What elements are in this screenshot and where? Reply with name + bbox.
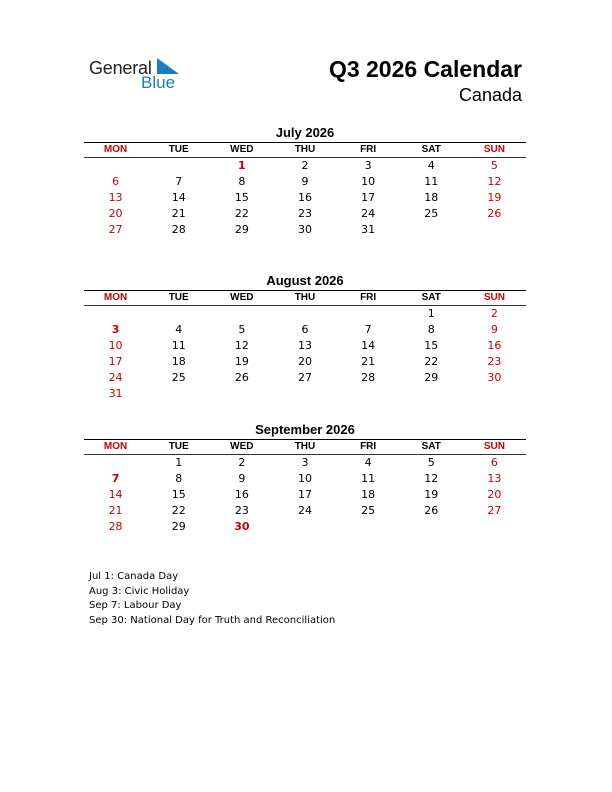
month-title: August 2026 [266,273,344,288]
weekday-header: FRI [360,292,377,303]
day-cell: 28 [108,520,123,533]
month-title: July 2026 [275,125,335,140]
day-cell: 14 [361,339,376,352]
month-july [84,124,526,238]
day-cell: 14 [171,191,186,204]
day-cell [337,386,400,402]
day-cell: 18 [424,191,439,204]
day-cell [210,386,273,402]
weekday-header: TUE [168,441,189,452]
month-september [84,421,526,535]
day-cell [463,386,526,402]
day-cell: 12 [487,175,502,188]
day-cell: 10 [108,339,123,352]
weekday-header: SUN [483,144,505,155]
day-cell: 24 [297,504,312,517]
day-cell: 8 [175,472,183,485]
weekday-header: MON [103,144,128,155]
day-cell: 16 [234,488,249,501]
day-cell: 7 [111,472,120,485]
day-cell: 3 [364,159,372,172]
day-cell: 17 [361,191,376,204]
day-cell: 22 [171,504,186,517]
day-cell: 2 [490,307,498,320]
week-row [84,370,526,386]
weekday-header: WED [230,292,254,303]
day-cell: 29 [171,520,186,533]
week-row [84,158,526,174]
day-cell: 3 [301,456,309,469]
day-cell: 17 [297,488,312,501]
day-cell: 28 [171,223,186,236]
week-row [84,354,526,370]
day-cell: 22 [424,355,439,368]
day-cell: 24 [361,207,376,220]
day-cell: 1 [427,307,435,320]
weekday-header: WED [230,441,254,452]
day-cell: 18 [171,355,186,368]
holiday-note: Jul 1: Canada Day [89,571,179,582]
day-cell: 15 [234,191,249,204]
day-cell [337,519,400,535]
day-cell: 13 [297,339,312,352]
day-cell: 12 [424,472,439,485]
day-cell: 15 [171,488,186,501]
day-cell: 6 [112,175,120,188]
day-cell: 23 [487,355,502,368]
day-cell: 5 [238,323,246,336]
day-cell [400,222,463,238]
week-row [84,338,526,354]
day-cell: 17 [108,355,123,368]
week-row [84,503,526,519]
week-row [84,190,526,206]
day-cell: 25 [361,504,376,517]
day-cell: 9 [238,472,246,485]
day-grid [84,455,526,535]
day-cell: 26 [487,207,502,220]
holiday-note: Sep 7: Labour Day [89,600,182,611]
day-cell: 6 [301,323,309,336]
week-row [84,306,526,322]
day-cell: 29 [234,223,249,236]
day-cell: 27 [108,223,123,236]
day-cell: 16 [297,191,312,204]
day-cell: 23 [297,207,312,220]
country-subtitle: Canada [458,85,522,105]
day-cell: 10 [361,175,376,188]
weekday-header: SUN [483,441,505,452]
day-cell: 15 [424,339,439,352]
day-cell: 1 [238,159,246,172]
day-cell [147,158,210,174]
day-cell: 7 [175,175,183,188]
day-cell [273,306,336,322]
logo-triangle-icon [157,58,179,74]
day-cell: 14 [108,488,123,501]
day-cell: 25 [171,371,186,384]
day-cell: 1 [175,456,183,469]
week-row [84,386,526,402]
day-cell: 26 [234,371,249,384]
day-cell: 16 [487,339,502,352]
day-cell [84,455,147,471]
day-cell: 21 [361,355,376,368]
day-cell: 27 [487,504,502,517]
day-cell [400,386,463,402]
week-row [84,519,526,535]
weekday-header: TUE [168,292,189,303]
day-cell [463,519,526,535]
day-cell [84,158,147,174]
day-cell: 3 [111,323,120,336]
day-cell [84,306,147,322]
day-cell: 31 [108,387,123,400]
week-row [84,487,526,503]
day-cell: 4 [427,159,435,172]
weekday-header: SAT [421,144,441,155]
week-row [84,471,526,487]
day-cell: 5 [490,159,498,172]
day-cell: 8 [238,175,246,188]
day-cell: 30 [487,371,502,384]
weekday-header: TUE [168,144,189,155]
holiday-note: Aug 3: Civic Holiday [89,585,190,597]
month-august [84,272,526,402]
day-cell: 19 [424,488,439,501]
weekday-header-row [84,143,526,157]
day-cell: 9 [301,175,309,188]
day-cell: 21 [171,207,186,220]
day-cell: 12 [234,339,249,352]
day-cell: 20 [487,488,502,501]
day-cell: 2 [301,159,309,172]
day-cell [273,386,336,402]
day-cell: 28 [361,371,376,384]
month-title: September 2026 [255,422,355,437]
weekday-header: THU [294,441,316,452]
day-cell [147,386,210,402]
day-cell: 19 [234,355,249,368]
day-cell: 13 [108,191,123,204]
day-cell: 25 [424,207,439,220]
day-cell: 9 [490,323,498,336]
day-cell: 6 [490,456,498,469]
week-row [84,455,526,471]
page-title: Q3 2026 Calendar [328,56,522,82]
week-row [84,322,526,338]
day-cell [210,306,273,322]
day-cell: 21 [108,504,123,517]
weekday-header: THU [294,144,316,155]
day-cell [337,306,400,322]
day-cell: 8 [427,323,435,336]
generalblue-logo [89,56,189,96]
day-cell [273,519,336,535]
weekday-header-row [84,291,526,305]
day-cell: 23 [234,504,249,517]
day-cell: 11 [424,175,439,188]
holiday-notes [89,570,335,628]
holiday-note: Sep 30: National Day for Truth and Reconciliation [89,614,336,626]
day-cell [400,519,463,535]
day-grid [84,158,526,238]
weekday-header: SUN [483,292,505,303]
logo-text-general: General [89,58,152,78]
day-cell [463,222,526,238]
weekday-header: MON [103,441,128,452]
day-cell: 19 [487,191,502,204]
day-cell: 30 [297,223,312,236]
day-cell: 7 [364,323,372,336]
weekday-header-row [84,440,526,454]
day-cell: 26 [424,504,439,517]
weekday-header: SAT [421,292,441,303]
day-cell: 13 [487,472,502,485]
day-cell: 5 [427,456,435,469]
day-cell: 31 [361,223,376,236]
day-cell: 29 [424,371,439,384]
weekday-header: MON [103,292,128,303]
day-cell: 24 [108,371,123,384]
day-cell: 11 [361,472,376,485]
day-cell: 4 [175,323,183,336]
day-cell: 27 [297,371,312,384]
logo-text-blue: Blue [141,73,176,92]
day-cell: 20 [108,207,123,220]
week-row [84,174,526,190]
day-cell: 2 [238,456,246,469]
day-cell: 22 [234,207,249,220]
weekday-header: THU [294,292,316,303]
day-grid [84,306,526,402]
day-cell: 18 [361,488,376,501]
day-cell: 30 [234,520,250,533]
day-cell: 4 [364,456,372,469]
weekday-header: FRI [360,441,377,452]
week-row [84,206,526,222]
day-cell: 10 [297,472,312,485]
weekday-header: WED [230,144,254,155]
day-cell [147,306,210,322]
day-cell: 11 [171,339,186,352]
day-cell: 20 [297,355,312,368]
weekday-header: FRI [360,144,377,155]
week-row [84,222,526,238]
weekday-header: SAT [421,441,441,452]
